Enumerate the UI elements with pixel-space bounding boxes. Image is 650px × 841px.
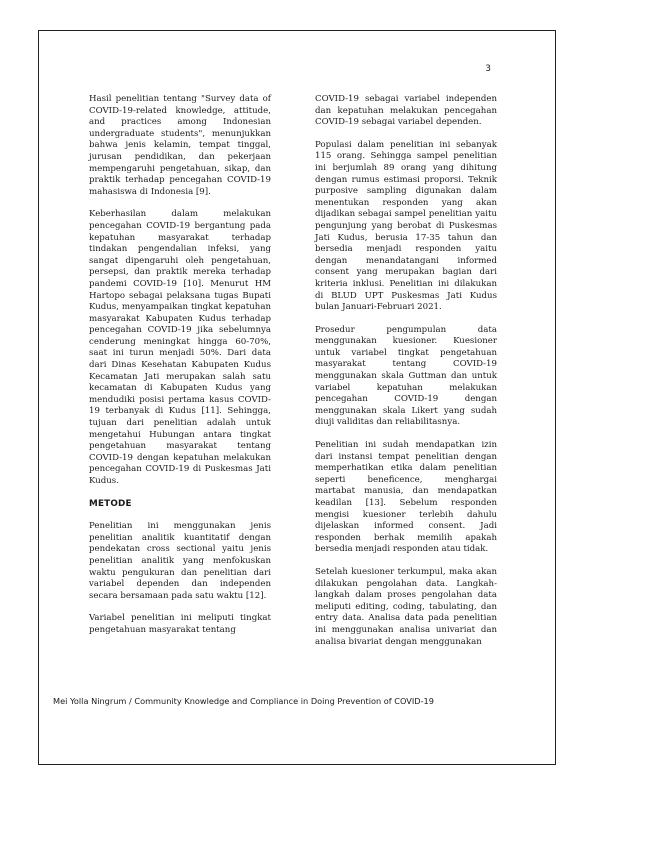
paragraph: Prosedur pengumpulan data menggunakan kuesioner. Kuesioner untuk variabel tingkat pengetahuan masyarakat tentang COVID-19 menggunakan skala Guttman dan untuk variabel kepatuhan melakukan pencegahan COVID-19 dengan menggunakan skala Likert yang sudah diuji validitas dan reliabilitasnya.: [315, 324, 497, 428]
paragraph: Variabel penelitian ini meliputi tingkat pengetahuan masyarakat tentang: [89, 613, 271, 635]
paragraph: Penelitian ini sudah mendapatkan izin dari instansi tempat penelitian dengan memperhatikan etika dalam penelitian seperti beneficence, menghargai martabat manusia, dan mendapatkan keadilan [13]. Sebelum responden mengisi kuesioner terlebih dahulu dijelaskan informed consent. Jadi responden berhak memilih apakah bersedia menjadi responden atau tidak.: [315, 440, 497, 555]
paragraph: Hasil penelitian tentang "Survey data of COVID-19-related knowledge, attitude, and practices among Indonesian undergraduate students", menunjukkan bahwa jenis kelamin, tempat tinggal, jurusan pendidikan, dan pekerjaan mempengaruhi pengetahuan, sikap, dan praktik terhadap pencegahan COVID-19 mahasiswa di Indonesia [9].: [89, 94, 271, 197]
paragraph: COVID-19 sebagai variabel independen dan kepatuhan melakukan pencegahan COVID-19 sebagai variabel dependen.: [315, 94, 497, 128]
paragraph: Penelitian ini menggunakan jenis penelitian analitik kuantitatif dengan pendekatan cross sectional yaitu jenis penelitian analitik yang menfokuskan waktu pengukuran dan penelitian dari variabel dependen dan independen secara bersamaan pada satu waktu [12].: [89, 521, 271, 601]
page-number: 3: [485, 64, 491, 74]
paragraph: Keberhasilan dalam melakukan pencegahan COVID-19 bergantung pada kepatuhan masyarakat terhadap tindakan pengendalian infeksi, yang sangat dipengaruhi oleh pengetahuan, persepsi, dan praktik mereka terhadap pandemi COVID-19 [10]. Menurut HM Hartopo sebagai pelaksana tugas Bupati Kudus, menyampaikan tingkat kepatuhan masyarakat Kabupaten Kudus terhadap pencegahan COVID-19 jika sebelumnya cenderung meningkat hingga 60-70%, saat ini turun menjadi 50%. Dari data dari Dinas Kesehatan Kabupaten Kudus Kecamatan Jati merupakan salah satu kecamatan di Kabupaten Kudus yang mendudiki posisi pertama kasus COVID-19 terbanyak di Kudus [11]. Sehingga, tujuan dari penelitian adalah untuk mengetahui Hubungan antara tingkat pengetahuan masyarakat tentang COVID-19 dengan kepatuhan melakukan pencegahan COVID-19 di Puskesmas Jati Kudus.: [89, 209, 271, 486]
page-frame: [38, 30, 556, 765]
right-column: [315, 94, 497, 659]
running-footer: Mei Yolla Ningrum / Community Knowledge and Compliance in Doing Prevention of COVID-19: [53, 696, 434, 706]
section-heading: METODE: [89, 498, 132, 509]
left-column: [89, 94, 271, 648]
paragraph: Setelah kuesioner terkumpul, maka akan dilakukan pengolahan data. Langkah-langkah dalam proses pengolahan data meliputi editing, coding, tabulating, dan entry data. Analisa data pada penelitian ini menggunakan analisa univariat dan analisa bivariat dengan menggunakan: [315, 566, 497, 647]
paragraph: Populasi dalam penelitian ini sebanyak 115 orang. Sehingga sampel penelitian ini berjumlah 89 orang yang dihitung dengan rumus estimasi proporsi. Teknik purposive sampling digunakan dalam menentukan responden yang akan dijadikan sebagai sampel penelitian yaitu pengunjung yang berobat di Puskesmas Jati Kudus, berusia 17-35 tahun dan bersedia menjadi responden yaitu dengan menandatangani informed consent yang merupakan bagian dari kriteria inklusi. Penelitian ini dilakukan di BLUD UPT Puskesmas Jati Kudus bulan Januari-Februari 2021.: [315, 139, 497, 313]
